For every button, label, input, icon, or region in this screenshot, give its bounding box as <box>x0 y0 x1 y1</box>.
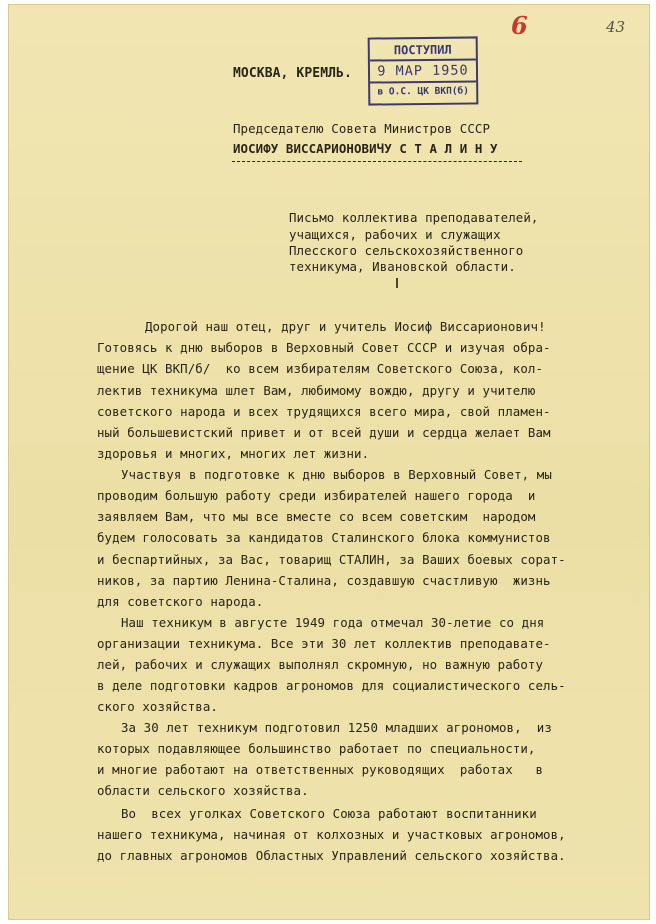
body-line: и беспартийных, за Вас, товарищ СТАЛИН, за Ваших боевых сорат- <box>97 552 566 567</box>
addressee-line-1: Председателю Совета Министров СССР <box>233 121 491 136</box>
body-line: организации техникума. Все эти 30 лет коллектив преподавате- <box>97 636 551 651</box>
body-line: в деле подготовки кадров агрономов для социалистического сель- <box>97 678 566 693</box>
body-line: заявляем Вам, что мы все вместе со всем советским народом <box>97 509 536 524</box>
page-number-pencil: 43 <box>606 18 626 36</box>
body-line: советского народа и всех трудящихся всего мира, свой пламен- <box>97 404 551 419</box>
body-line: до главных агрономов Областных Управлений сельского хозяйства. <box>97 848 566 863</box>
body-line: Наш техникум в августе 1949 года отмечал 30-летие со дня <box>121 615 545 630</box>
body-line: лей, рабочих и служащих выполнял скромную, но важную работу <box>97 657 544 672</box>
stamp-date: 9 МАР 1950 <box>370 60 476 83</box>
body-line: лектив техникума шлет Вам, любимому вождю, другу и учителю <box>97 383 536 398</box>
body-line: Участвуя в подготовке к дню выборов в Верховный Совет, мы <box>121 467 552 482</box>
body-line: Дорогой наш отец, друг и учитель Иосиф Виссарионович! <box>145 319 546 334</box>
body-line: здоровья и многих, многих лет жизни. <box>97 446 370 461</box>
body-line: для советского народа. <box>97 594 264 609</box>
body-line: За 30 лет техникум подготовил 1250 младших агрономов, из <box>121 720 552 735</box>
page-number-red: 6 <box>511 11 528 40</box>
body-line: Готовясь к дню выборов в Верховный Совет СССР и изучая обра- <box>97 340 551 355</box>
received-stamp <box>368 36 479 105</box>
addressee-underline <box>232 161 522 162</box>
body-line: будем голосовать за кандидатов Сталинского блока коммунистов <box>97 530 551 545</box>
body-line: нашего техникума, начиная от колхозных и участковых агрономов, <box>97 827 566 842</box>
body-line: Во всех уголках Советского Союза работают воспитанники <box>121 806 537 821</box>
addressee-line-2: ИОСИФУ ВИССАРИОНОВИЧУ С Т А Л И Н У <box>233 141 498 156</box>
body-line: которых подавляющее большинство работает по специальности, <box>97 741 536 756</box>
stamp-label: ПОСТУПИЛ <box>370 40 476 61</box>
subject-line-1: Письмо коллектива преподавателей, <box>289 210 539 225</box>
subject-line-2: учащихся, рабочих и служащих <box>289 227 501 242</box>
body-line: ского хозяйства. <box>97 699 218 714</box>
body-line: и многие работают на ответственных руководящих работах в <box>97 762 544 777</box>
pencil-tick-mark <box>396 278 398 288</box>
body-line: ный большевистский привет и от всей души и сердца желает Вам <box>97 425 551 440</box>
body-line: ников, за партию Ленина-Сталина, создавшую счастливую жизнь <box>97 573 551 588</box>
location-heading: МОСКВА, КРЕМЛЬ. <box>233 66 352 81</box>
subject-line-3: Плесского сельскохозяйственного <box>289 243 524 258</box>
body-line: области сельского хозяйства. <box>97 783 309 798</box>
body-line: щение ЦК ВКП/б/ ко всем избирателям Советского Союза, кол- <box>97 361 544 376</box>
stamp-office: в О.С. ЦК ВКП(б) <box>377 85 470 98</box>
subject-line-4: техникума, Ивановской области. <box>289 259 516 274</box>
body-line: проводим большую работу среди избирателей нашего города и <box>97 488 536 503</box>
